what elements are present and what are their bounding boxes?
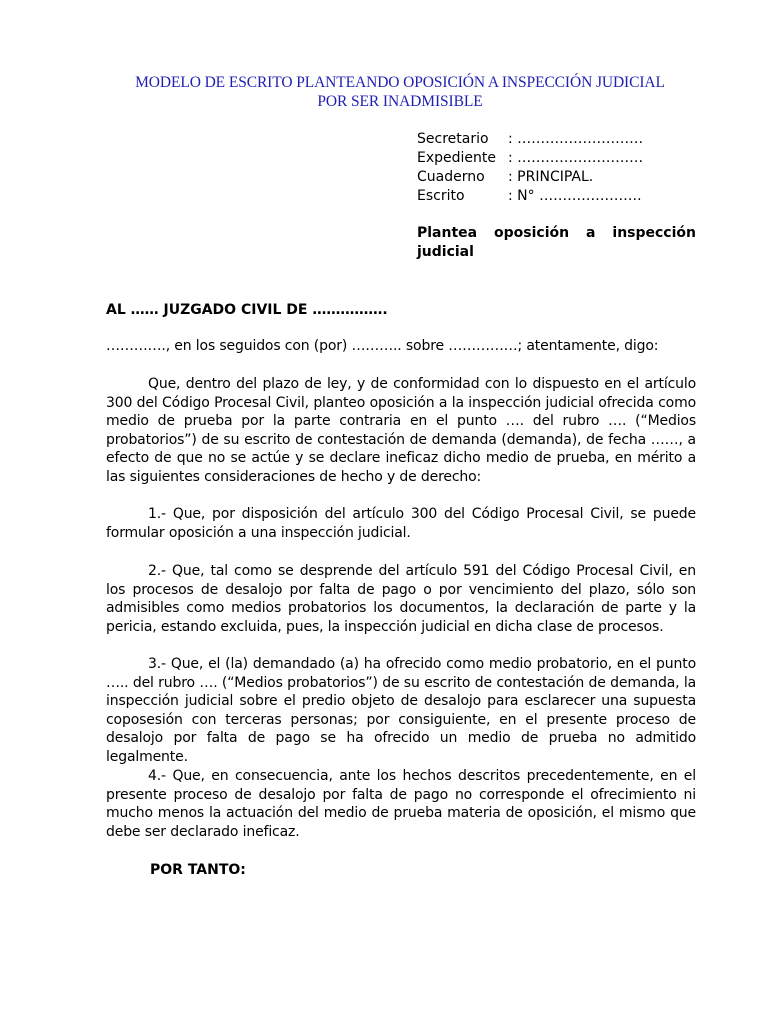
meta-row-cuaderno (417, 168, 643, 187)
sumilla-line-2: judicial (417, 244, 474, 260)
meta-value: : ……………………… (508, 131, 644, 147)
paragraph-point-3: 3.- Que, el (la) demandado (a) ha ofrecido como medio probatorio, en el punto ….. del rubro …. (“Medios probatorios”) de su escrito de contestación de demanda, la inspección judicial sobre el predio objeto de desalojo para esclarecer una supuesta coposesión con terceras personas; por consiguiente, en el presente proceso de desalojo por falta de pago se ha ofrecido un medio de prueba no admitido legalmente. (106, 656, 696, 765)
meta-row-secretario (417, 130, 643, 149)
meta-label: Escrito (417, 188, 465, 204)
paragraph-point-4: 4.- Que, en consecuencia, ante los hechos descritos precedentemente, en el presente proceso de desalojo por falta de pago no corresponde el ofrecimiento ni mucho menos la actuación del medio de prueba materia de oposición, el mismo que debe ser declarado ineficaz. (106, 768, 696, 840)
meta-label: Expediente (417, 150, 496, 166)
title-line-1: MODELO DE ESCRITO PLANTEANDO OPOSICIÓN A INSPECCIÓN JUDICIAL (135, 74, 665, 91)
paragraph-point-2: 2.- Que, tal como se desprende del artículo 591 del Código Procesal Civil, en los procesos de desalojo por falta de pago o por vencimiento del plazo, sólo son admisibles como medios probatorios los documentos, la declaración de parte y la pericia, estando excluida, pues, la inspección judicial en dicha clase de procesos. (106, 563, 696, 635)
meta-label: Cuaderno (417, 169, 485, 185)
sumilla (417, 224, 696, 262)
meta-row-expediente (417, 149, 643, 168)
document-title (80, 73, 720, 111)
court-addressee: AL …… JUZGADO CIVIL DE ……………. (106, 302, 388, 318)
meta-value: : PRINCIPAL. (508, 169, 594, 185)
paragraph-main: Que, dentro del plazo de ley, y de conformidad con lo dispuesto en el artículo 300 del Código Procesal Civil, planteo oposición a la inspección judicial ofrecida como medio de prueba por la parte contraria en el punto …. del rubro …. (“Medios probatorios”) de su escrito de contestación de demanda (demanda), de fecha ……, a efecto de que no se actúe y se declare ineficaz dicho medio de prueba, en mérito a las siguientes consideraciones de hecho y de derecho: (106, 376, 696, 485)
meta-label: Secretario (417, 131, 489, 147)
title-line-2: POR SER INADMISIBLE (317, 93, 483, 110)
sumilla-line-1: Plantea oposición a inspección (417, 225, 696, 241)
meta-value: : ……………………… (508, 150, 644, 166)
case-details (417, 130, 643, 206)
meta-value: : N° …………………. (508, 188, 642, 204)
meta-row-escrito (417, 187, 643, 206)
paragraph-point-1: 1.- Que, por disposición del artículo 300 del Código Procesal Civil, se puede formular oposición a una inspección judicial. (106, 506, 696, 541)
intro-paragraph: …………., en los seguidos con (por) ……….. sobre ……………; atentamente, digo: (106, 338, 659, 354)
closing-heading: POR TANTO: (150, 862, 246, 878)
